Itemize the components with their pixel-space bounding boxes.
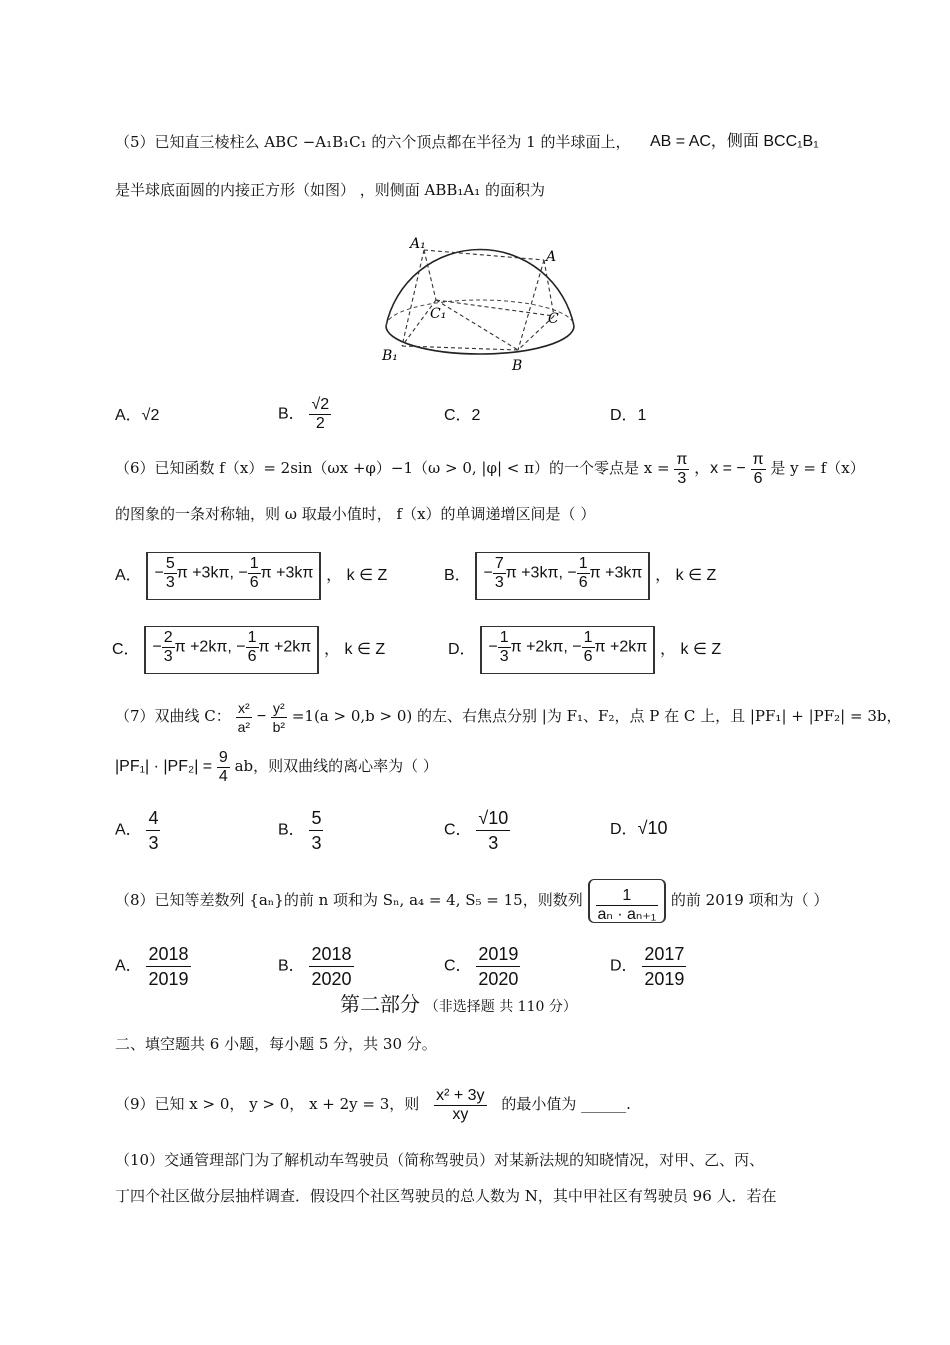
q6-option-d: D． − $\frac{1}{3}$ π +2kπ, − $\frac{1}{6}$ π +2kπ ， k ∈ Z [448, 626, 721, 674]
q5-option-a: A．√2 [115, 407, 160, 424]
q9-line: （9）已知 x > 0， y > 0， x + 2y = 3，则 $\frac{\text{x² + 3y}}{xy}$ 的最小值为 ______. [115, 1086, 631, 1123]
q5-option-c: C．2 [444, 407, 481, 424]
q5-option-b: B． $\frac{√2}{2}$ [278, 396, 330, 432]
q10-line2: 丁四个社区做分层抽样调查．假设四个社区驾驶员的总人数为 N，其中甲社区有驾驶员 96 人．若在 [115, 1187, 777, 1205]
label-C: C [548, 311, 559, 327]
q5-line2: 是半球底面圆的内接正方形（如图） ，则侧面 ABB₁A₁ 的面积为 [115, 181, 546, 199]
q7-option-c: C． $\frac{√10}{3}$ [444, 808, 509, 853]
q6-option-a: A． − $\frac{5}{3}$ π +3kπ, − $\frac{1}{6}$ π +3kπ ， k ∈ Z [115, 552, 387, 600]
q5-condition: AB = AC，侧面 BCC₁B₁ [650, 133, 819, 150]
q6-option-c: C． − $\frac{2}{3}$ π +2kπ, − $\frac{1}{6}$ π +2kπ ， k ∈ Z [112, 626, 385, 674]
section2-heading: 二、填空题共 6 小题，每小题 5 分，共 30 分。 [115, 1035, 437, 1053]
q7-line2: |PF₁| · |PF₂| = $\frac{9}{4}$ ab，则双曲线的离心率为（ ） [115, 748, 438, 785]
q7-line1: （7）双曲线 C： $\frac{\text{x²}}{\text{a²}}$ − $\frac{\text{y²}}{\text{b²}}$ =1(a > 0,b > 0) 的左、右焦点分别 |为 F₁、F₂，点 P 在 C 上，且 |PF₁| + |PF₂| = 3b， [115, 699, 902, 735]
label-C1: C₁ [430, 306, 447, 322]
label-B: B [512, 358, 523, 374]
q7-option-a: A． $\frac{4}{3}$ [115, 808, 159, 853]
q7-option-d: D．√10 [610, 818, 668, 838]
part2-subtitle: （非选择题 共 110 分） [424, 999, 577, 1015]
q5-line1: （5）已知直三棱柱么 ABC −A₁B₁C₁ 的六个顶点都在半径为 1 的半球面上， [115, 133, 631, 151]
q8-line: （8）已知等差数列 {aₙ}的前 n 项和为 Sₙ, a₄ = 4, S₅ = 15，则数列 $\frac{1}{\text{aₙ · aₙ₊₁}}$ 的前 2019 项和为（ ） [115, 876, 828, 924]
label-B1: B₁ [382, 348, 398, 364]
q6-line2: 的图象的一条对称轴，则 ω 取最小值时， f（x）的单调递增区间是（ ） [115, 505, 596, 523]
label-A1: A₁ [410, 236, 426, 252]
q8-option-a: A． $\frac{2018}{2019}$ [115, 944, 189, 989]
part2-title: 第二部分 [340, 992, 420, 1016]
hemisphere-figure [378, 228, 588, 378]
q8-option-c: C． $\frac{2019}{2020}$ [444, 944, 519, 989]
q10-line1: （10）交通管理部门为了解机动车驾驶员（简称驾驶员）对某新法规的知晓情况，对甲、乙、丙、 [115, 1151, 765, 1169]
q5-option-d: D．1 [610, 407, 647, 424]
q6-line1: （6）已知函数 f（x）= 2sin（ωx +φ）−1（ω > 0, |φ| < π）的一个零点是 x = $\frac{\pi}{3}$ ，x = − $\frac{\pi}{6}$ 是 y = f（x） [115, 450, 865, 487]
q8-option-b: B． $\frac{2018}{2020}$ [278, 944, 352, 989]
q6-option-b: B． − $\frac{7}{3}$ π +3kπ, − $\frac{1}{6}$ π +3kπ ， k ∈ Z [444, 552, 716, 600]
q7-option-b: B． $\frac{5}{3}$ [278, 808, 322, 853]
part2-heading [340, 992, 577, 1019]
q8-option-d: D． $\frac{2017}{2019}$ [610, 944, 685, 989]
label-A: A [546, 249, 557, 265]
